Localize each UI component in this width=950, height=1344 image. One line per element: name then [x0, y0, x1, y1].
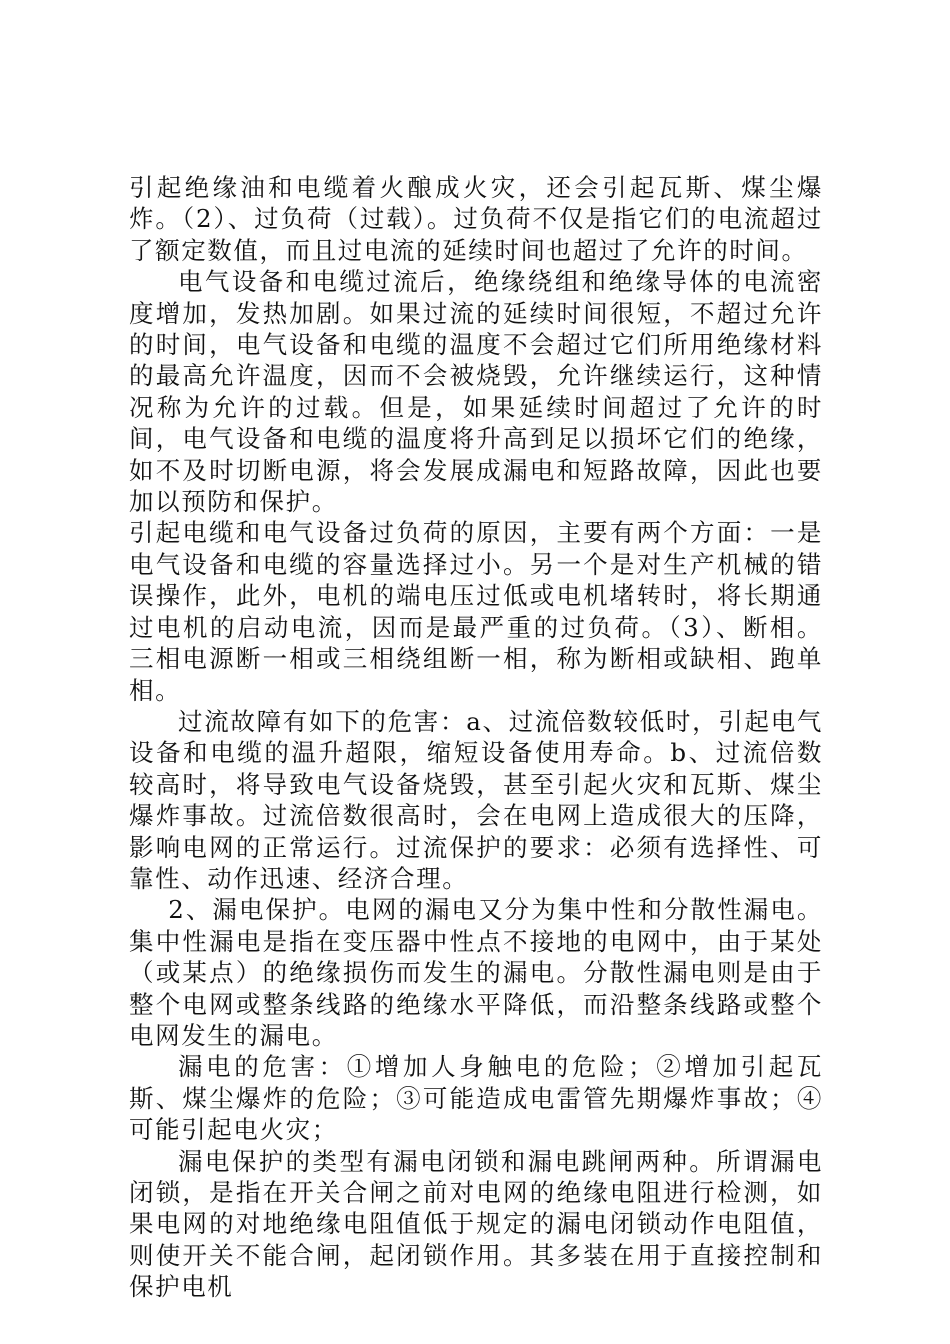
paragraph-overcurrent-heating: 电气设备和电缆过流后，绝缘绕组和绝缘导体的电流密度增加，发热加剧。如果过流的延续时间很短，不超过允许的时间，电气设备和电缆的温度不会超过它们所用绝缘材料的最高允许温度，因而不会被烧毁，允许继续运行，这种情况称为允许的过载。但是，如果延续时间超过了允许的时间，电气设备和电缆的温度将升高到足以损坏它们的绝缘，如不及时切断电源，将会发展成漏电和短路故障，因此也要加以预防和保护。: [129, 267, 823, 517]
paragraph-overload-causes: 引起电缆和电气设备过负荷的原因，主要有两个方面：一是电气设备和电缆的容量选择过小。另一个是对生产机械的错误操作，此外，电机的端电压过低或电机堵转时，将长期通过电机的启动电流，因而是最严重的过负荷。（3）、断相。三相电源断一相或三相绕组断一相，称为断相或缺相、跑单相。: [129, 518, 823, 705]
paragraph-leakage-hazards: 漏电的危害：①增加人身触电的危险；②增加引起瓦斯、煤尘爆炸的危险；③可能造成电雷管先期爆炸事故；④可能引起电火灾；: [129, 1052, 823, 1145]
paragraph-overcurrent-hazards: 过流故障有如下的危害：a、过流倍数较低时，引起电气设备和电缆的温升超限，缩短设备使用寿命。b、过流倍数较高时，将导致电气设备烧毁，甚至引起火灾和瓦斯、煤尘爆炸事故。过流倍数很高时，会在电网上造成很大的压降，影响电网的正常运行。过流保护的要求：必须有选择性、可靠性、动作迅速、经济合理。: [129, 706, 823, 893]
document-body: [129, 172, 823, 1303]
paragraph-leakage-types: 漏电保护的类型有漏电闭锁和漏电跳闸两种。所谓漏电闭锁，是指在开关合闸之前对电网的绝缘电阻进行检测，如果电网的对地绝缘电阻值低于规定的漏电闭锁动作电阻值，则使开关不能合闸，起闭锁作用。其多装在用于直接控制和保护电机: [129, 1146, 823, 1302]
paragraph-leakage-protection: 2、漏电保护。电网的漏电又分为集中性和分散性漏电。集中性漏电是指在变压器中性点不接地的电网中，由于某处（或某点）的绝缘损伤而发生的漏电。分散性漏电则是由于整个电网或整条线路的绝缘水平降低，而沿整条线路或整个电网发生的漏电。: [129, 895, 823, 1050]
paragraph-overload-intro: 引起绝缘油和电缆着火酿成火灾，还会引起瓦斯、煤尘爆炸。（2）、过负荷（过载）。过负荷不仅是指它们的电流超过了额定数值，而且过电流的延续时间也超过了允许的时间。: [129, 173, 823, 265]
